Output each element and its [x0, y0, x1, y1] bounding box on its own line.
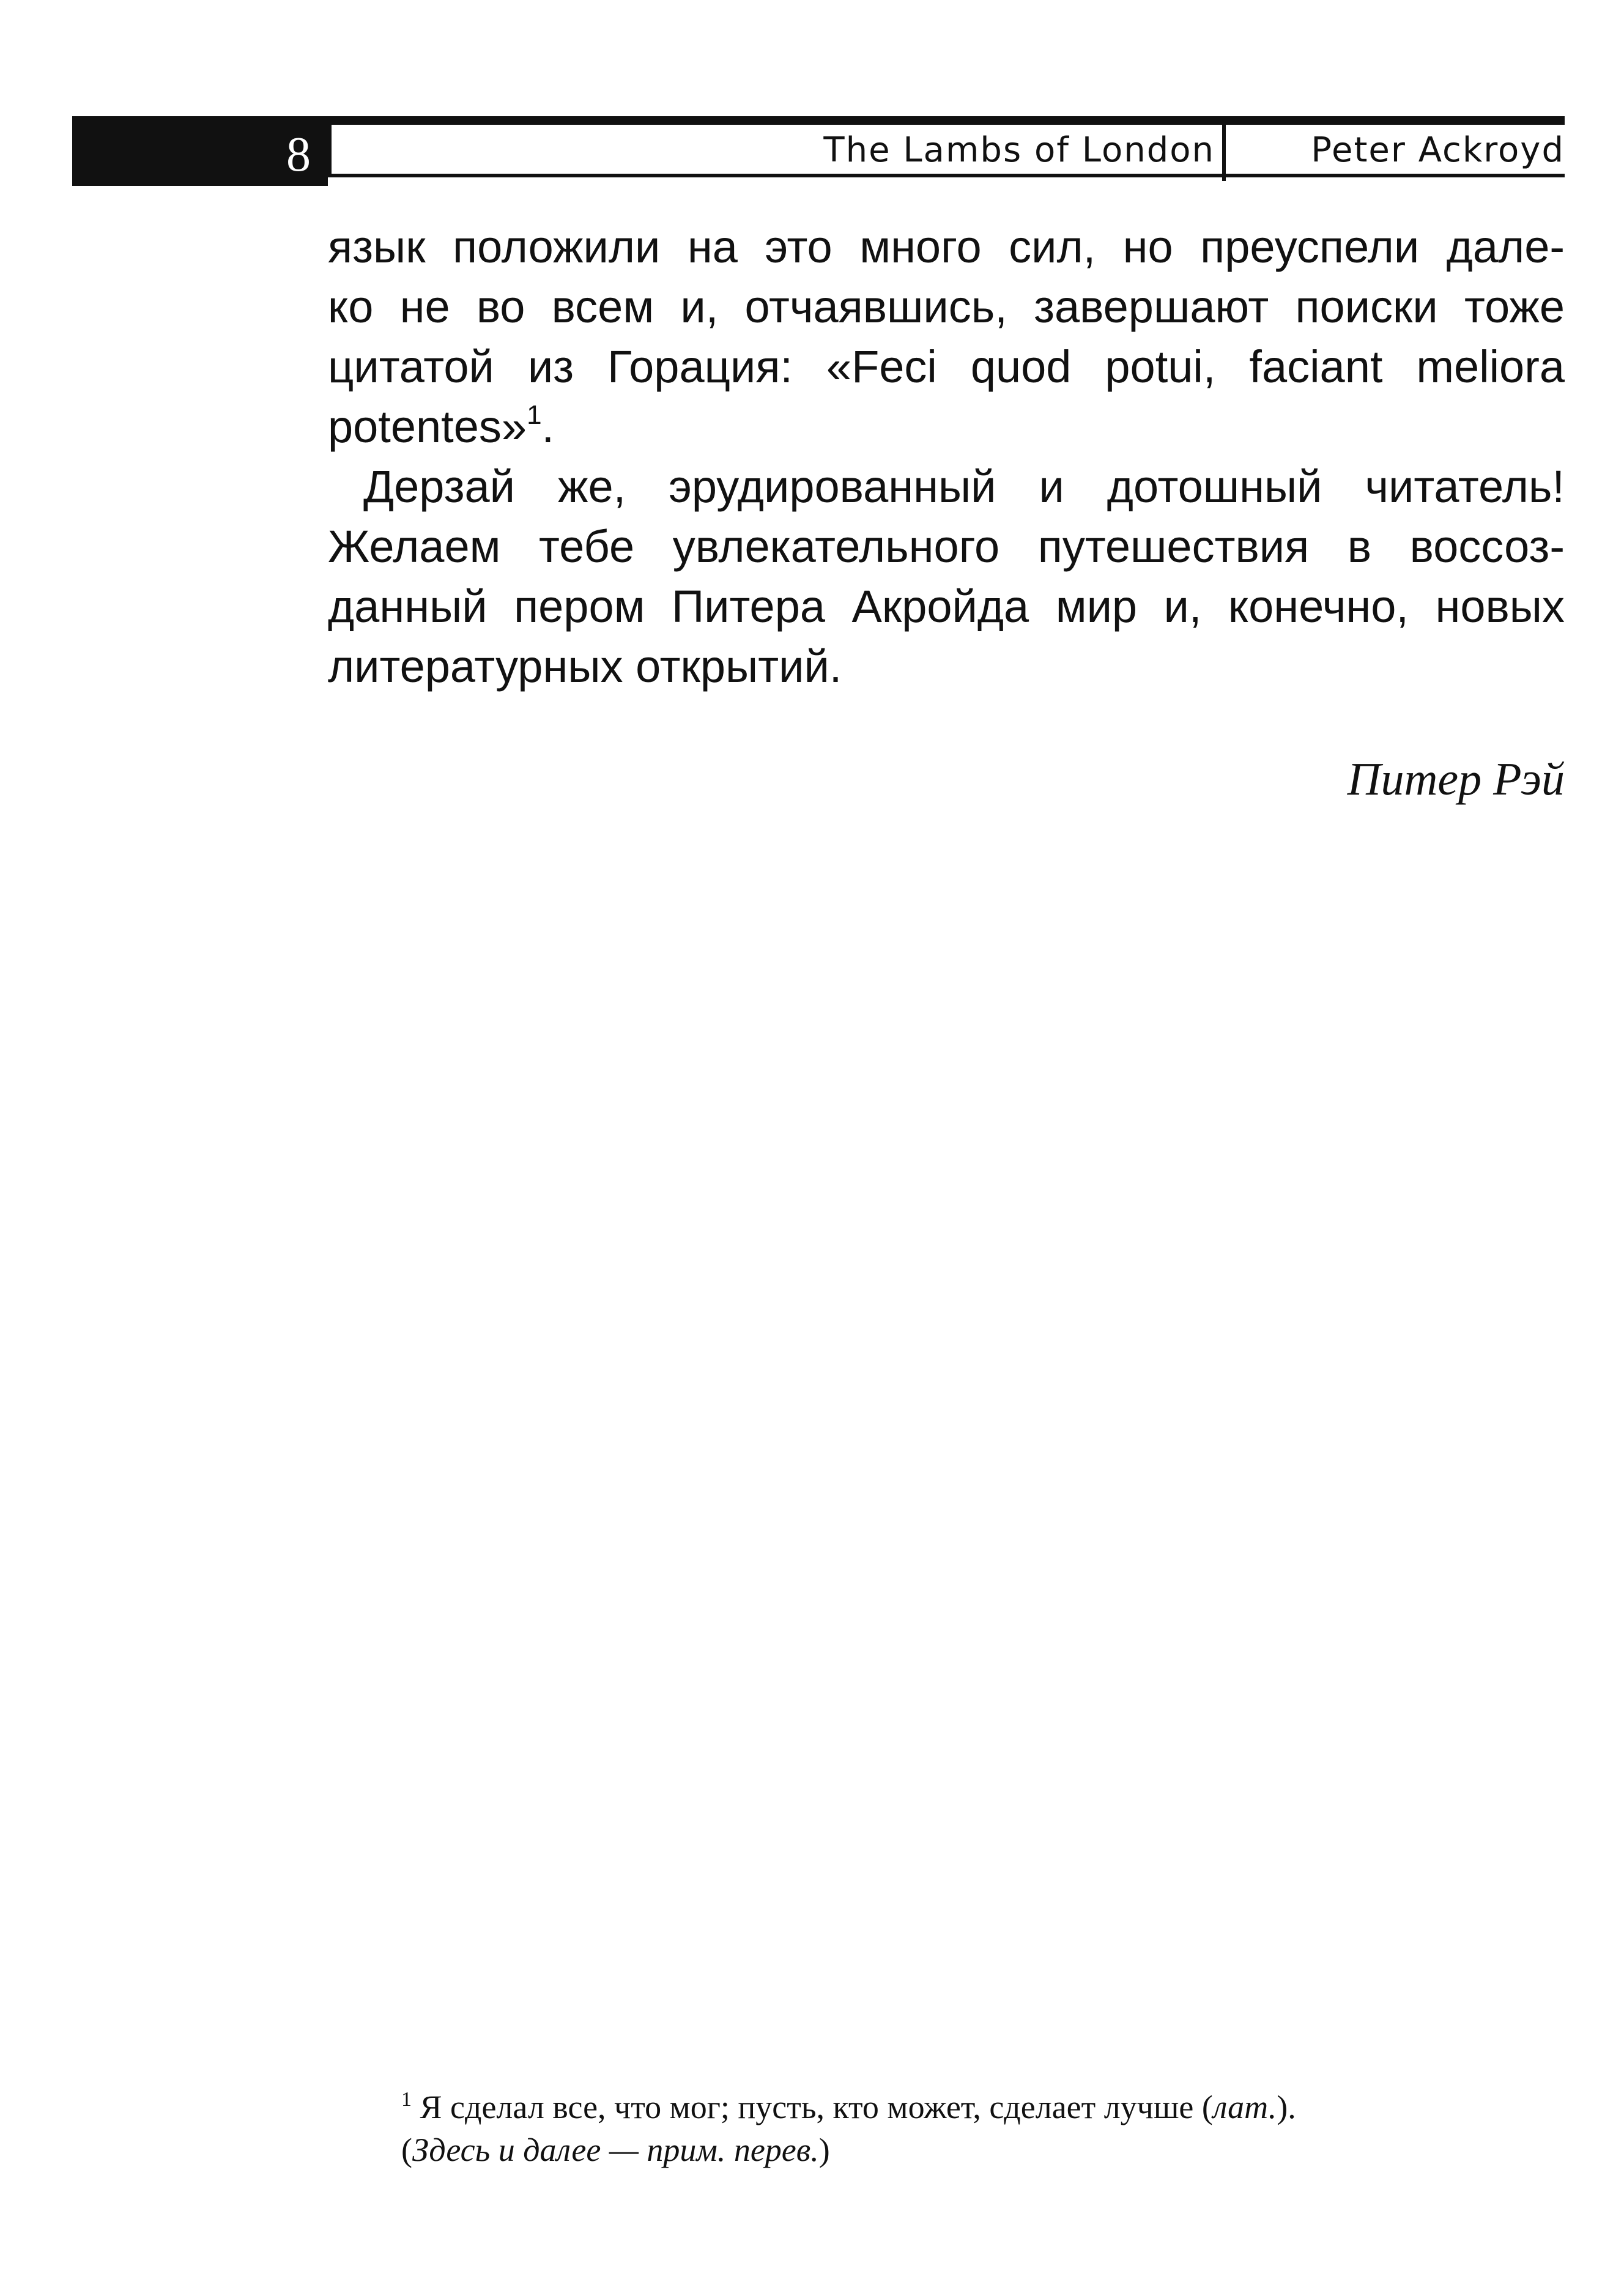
text-line-main: potentes» [328, 401, 527, 452]
footnote-line [401, 2128, 1565, 2171]
running-header [72, 116, 1565, 186]
book-author: Peter Ackroyd [1311, 130, 1565, 170]
author-signature: Питер Рэй [1347, 754, 1565, 805]
footnote [401, 2086, 1565, 2171]
text-line: язык положили на это много сил, но преуспели дале- [328, 221, 1565, 272]
header-title-box [328, 125, 1565, 177]
footnote-language: лат. [1212, 2089, 1277, 2125]
text-line [328, 397, 1565, 457]
text-line: Желаем тебе увлекательного путешествия в воссоз- [328, 521, 1565, 572]
footnote-mark: 1 [401, 2088, 412, 2111]
paragraph-continuation [328, 217, 1565, 457]
header-black-block [72, 116, 328, 186]
footnote-note-open: ( [401, 2132, 412, 2168]
paragraph-closing [328, 457, 1565, 697]
text-line: литературных открытий. [328, 641, 842, 692]
translator-note: Здесь и далее — прим. перев. [412, 2132, 819, 2168]
text-line: ко не во всем и, отчаявшись, завершают поиски тоже [328, 281, 1565, 332]
body-text [328, 217, 1565, 697]
text-line: Дерзай же, эрудированный и дотошный читатель! [363, 461, 1565, 512]
footnote-note-close: ) [818, 2132, 830, 2168]
footnote-reference: 1 [527, 400, 542, 430]
page-number: 8 [286, 128, 311, 182]
footnote-text: Я сделал все, что мог; пусть, кто может, сделает лучше ( [412, 2089, 1213, 2125]
footnote-line [401, 2086, 1565, 2128]
text-line: данный пером Питера Акройда мир и, конечно, новых [328, 581, 1565, 632]
book-title: The Lambs of London [823, 130, 1215, 170]
header-divider [1222, 125, 1226, 181]
footnote-text-end: ). [1277, 2089, 1296, 2125]
text-line: цитатой из Горация: «Feci quod potui, faciant meliora [328, 341, 1565, 392]
text-line-end: . [541, 401, 555, 452]
